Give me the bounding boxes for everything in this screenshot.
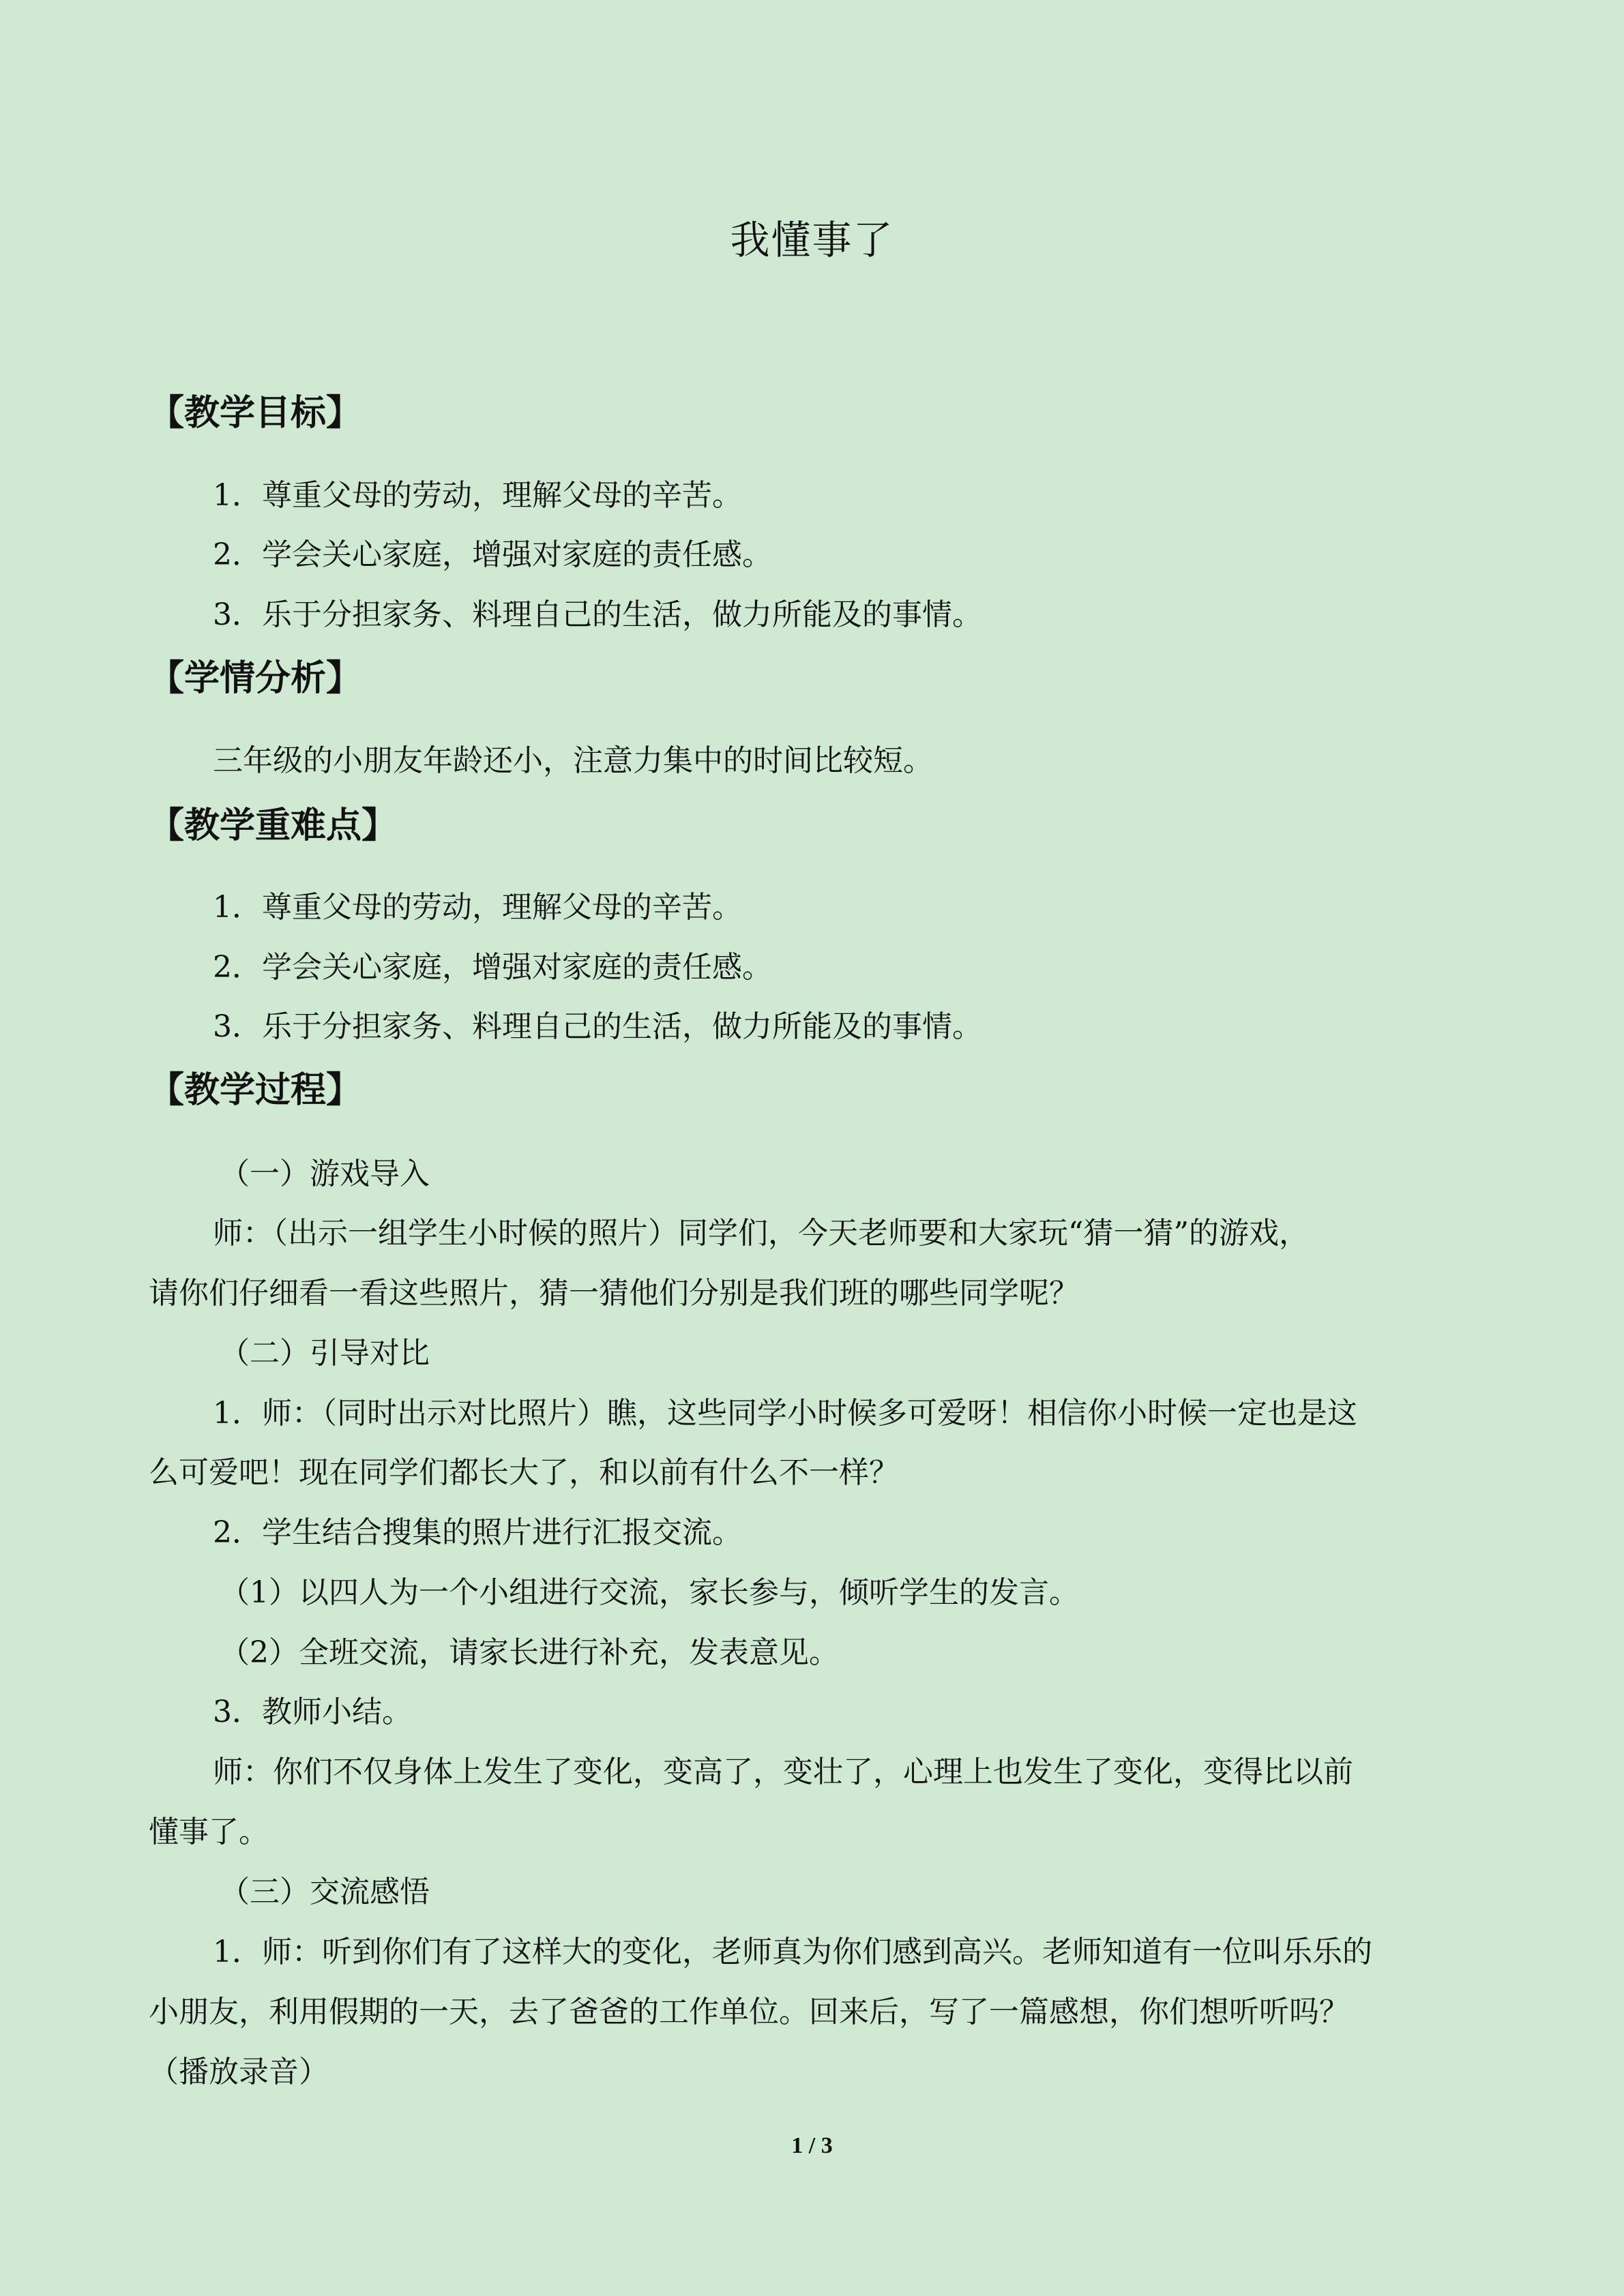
document-title: 我懂事了 — [730, 217, 894, 263]
process-line: 懂事了。 — [149, 1815, 269, 1849]
section-heading-key-points: 【教学重难点】 — [149, 805, 398, 846]
process-line: 请你们仔细看一看这些照片，猜一猜他们分别是我们班的哪些同学呢？ — [149, 1276, 1079, 1311]
section-heading-analysis: 【学情分析】 — [149, 658, 362, 699]
goal-item: 3．乐于分担家务、料理自己的生活，做力所能及的事情。 — [213, 597, 982, 632]
key-point-item: 3．乐于分担家务、料理自己的生活，做力所能及的事情。 — [213, 1009, 982, 1044]
process-line: 么可爱吧！现在同学们都长大了，和以前有什么不一样？ — [149, 1455, 899, 1490]
process-line: 师：（出示一组学生小时候的照片）同学们，今天老师要和大家玩“猜一猜”的游戏， — [213, 1216, 1309, 1251]
goal-item: 1．尊重父母的劳动，理解父母的辛苦。 — [213, 478, 742, 513]
process-line: （播放录音） — [149, 2055, 329, 2089]
key-point-item: 2．学会关心家庭，增强对家庭的责任感。 — [213, 950, 772, 985]
process-line: 2．学生结合搜集的照片进行汇报交流。 — [213, 1515, 742, 1550]
process-line: 师：你们不仅身体上发生了变化，变高了，变壮了，心理上也发生了变化，变得比以前 — [213, 1755, 1353, 1789]
page-number: 1 / 3 — [791, 2133, 833, 2158]
analysis-text: 三年级的小朋友年龄还小，注意力集中的时间比较短。 — [213, 743, 933, 778]
process-subheading: （一）游戏导入 — [220, 1157, 430, 1191]
key-point-item: 1．尊重父母的劳动，理解父母的辛苦。 — [213, 890, 742, 925]
process-line: （2）全班交流，请家长进行补充，发表意见。 — [220, 1635, 839, 1670]
goal-item: 2．学会关心家庭，增强对家庭的责任感。 — [213, 537, 772, 572]
process-line: 3．教师小结。 — [213, 1695, 412, 1729]
process-subheading: （二）引导对比 — [220, 1336, 430, 1371]
section-heading-process: 【教学过程】 — [149, 1070, 362, 1111]
process-line: 1．师：（同时出示对比照片）瞧，这些同学小时候多可爱呀！相信你小时候一定也是这 — [213, 1396, 1357, 1431]
process-line: 1．师：听到你们有了这样大的变化，老师真为你们感到高兴。老师知道有一位叫乐乐的 — [213, 1935, 1372, 1969]
section-heading-goals: 【教学目标】 — [149, 393, 362, 434]
process-line: （1）以四人为一个小组进行交流，家长参与，倾听学生的发言。 — [220, 1575, 1079, 1610]
process-line: 小朋友，利用假期的一天，去了爸爸的工作单位。回来后，写了一篇感想，你们想听听吗？ — [149, 1995, 1349, 2029]
process-subheading: （三）交流感悟 — [220, 1875, 430, 1909]
